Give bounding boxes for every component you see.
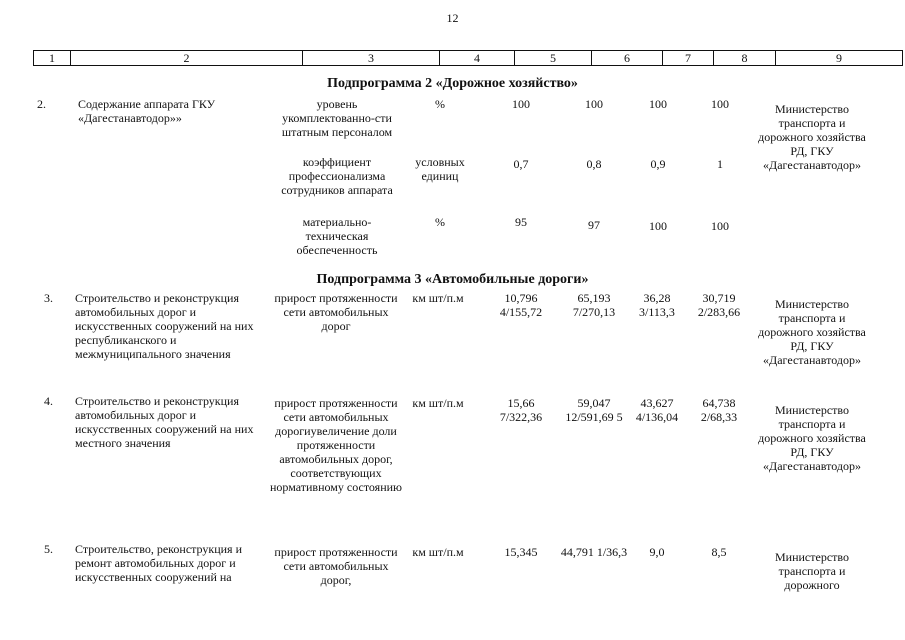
row-5-col5: 15,345 — [504, 545, 538, 559]
subprogram-3-title: Подпрограмма 3 «Автомобильные дороги» — [316, 272, 589, 287]
column-header-table — [33, 50, 903, 66]
row-4-col7: 43,627 4/136,04 — [635, 396, 679, 424]
row-5-col6: 44,791 1/36,3 — [560, 545, 628, 559]
row-4-col8: 64,738 2/68,33 — [700, 396, 738, 424]
row-2-indicator-1: уровень укомплектованно-сти штатным персоналом — [281, 97, 393, 139]
row-2-indicator-2: коэффициент профессионализма сотрудников аппарата — [281, 155, 393, 197]
row-5-unit: км шт/п.м — [412, 545, 464, 559]
row-3-col5: 10,796 4/155,72 — [499, 291, 543, 319]
row-4-unit: км шт/п.м — [412, 396, 464, 410]
row-2-indicator-3: материально-техническая обеспеченность — [296, 215, 378, 257]
header-col-9: 9 — [776, 51, 903, 66]
row-3-col8: 30,719 2/283,66 — [697, 291, 741, 319]
row-4-number: 4. — [44, 394, 53, 408]
row-2-value-2-col7: 0,9 — [650, 157, 666, 171]
row-5-col7: 9,0 — [649, 545, 665, 559]
page-number: 12 — [446, 11, 459, 25]
row-5-col8: 8,5 — [711, 545, 727, 559]
row-5-indicator: прирост протяженности сети автомобильных дорог, — [274, 545, 398, 587]
row-4-col6: 59,047 12/591,69 5 — [565, 396, 623, 424]
row-2-value-3-col7: 100 — [649, 219, 667, 233]
header-col-6: 6 — [592, 51, 663, 66]
header-col-3: 3 — [303, 51, 440, 66]
header-col-8: 8 — [714, 51, 776, 66]
row-2-responsible: Министерство транспорта и дорожного хозяйства РД, ГКУ «Дагестанавтодор» — [758, 102, 866, 172]
row-5-number: 5. — [44, 542, 53, 556]
row-2-unit-1: % — [435, 97, 445, 111]
row-2-value-3-col5: 95 — [515, 215, 527, 229]
row-3-indicator: прирост протяженности сети автомобильных дорог — [274, 291, 398, 333]
row-2-value-3-col6: 97 — [588, 218, 600, 232]
row-5-responsible: Министерство транспорта и дорожного — [775, 550, 849, 592]
row-2-value-2-col8: 1 — [717, 157, 723, 171]
header-col-1: 1 — [34, 51, 71, 66]
row-3-col6: 65,193 7/270,13 — [572, 291, 616, 319]
header-col-4: 4 — [440, 51, 515, 66]
row-2-value-1-col6: 100 — [585, 97, 603, 111]
header-col-7: 7 — [663, 51, 714, 66]
row-3-unit: км шт/п.м — [412, 291, 464, 305]
row-2-value-3-col8: 100 — [711, 219, 729, 233]
row-4-responsible: Министерство транспорта и дорожного хозяйства РД, ГКУ «Дагестанавтодор» — [758, 403, 866, 473]
row-3-col7: 36,28 3/113,3 — [639, 291, 675, 319]
row-2-value-1-col5: 100 — [512, 97, 530, 111]
row-2-value-2-col6: 0,8 — [586, 157, 602, 171]
subprogram-2-title: Подпрограмма 2 «Дорожное хозяйство» — [327, 76, 578, 91]
row-2-number: 2. — [37, 97, 46, 111]
row-2-value-2-col5: 0,7 — [513, 157, 529, 171]
row-2-value-1-col7: 100 — [649, 97, 667, 111]
row-2-name: Содержание аппарата ГКУ «Дагестанавтодор»» — [78, 97, 216, 125]
row-2-unit-3: % — [435, 215, 445, 229]
row-2-unit-2: условных единиц — [415, 155, 465, 183]
header-col-2: 2 — [71, 51, 303, 66]
row-4-indicator: прирост протяженности сети автомобильных дорогиувеличение доли протяженности автомобильных дорог, соответствующих нормативному состоянию — [269, 396, 403, 494]
row-3-name: Строительство и реконструкция автомобильных дорог и искусственных сооружений на них республиканского и межмуниципального значения — [75, 291, 254, 361]
row-3-responsible: Министерство транспорта и дорожного хозяйства РД, ГКУ «Дагестанавтодор» — [758, 297, 866, 367]
row-3-number: 3. — [44, 291, 53, 305]
row-4-col5: 15,66 7/322,36 — [499, 396, 543, 424]
header-col-5: 5 — [515, 51, 592, 66]
row-5-name: Строительство, реконструкция и ремонт автомобильных дорог и искусственных сооружений на — [75, 542, 242, 584]
row-4-name: Строительство и реконструкция автомобильных дорог и искусственных сооружений на них местного значения — [75, 394, 254, 450]
row-2-value-1-col8: 100 — [711, 97, 729, 111]
